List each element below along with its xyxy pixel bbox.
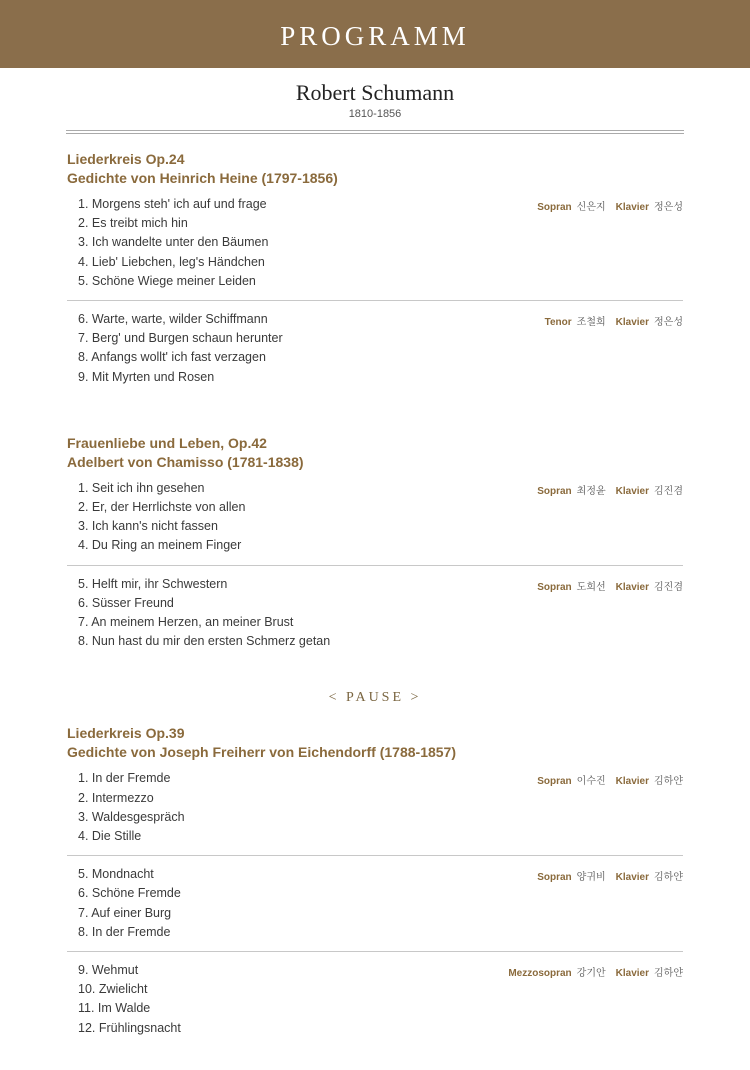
song-group	[67, 855, 683, 951]
song-item: 4. Du Ring an meinem Finger	[78, 538, 242, 553]
performer-role: Sopran	[537, 485, 572, 497]
performer	[616, 482, 683, 497]
song-item: 8. Anfangs wollt' ich fast verzagen	[78, 350, 266, 365]
cycle-subtitle: Gedichte von Heinrich Heine (1797-1856)	[67, 170, 338, 186]
cycle-subtitle: Adelbert von Chamisso (1781-1838)	[67, 453, 304, 470]
performer-name: 김하얀	[654, 872, 683, 884]
performer-role: Klavier	[615, 317, 650, 329]
song-item: 4. Lieb' Liebchen, leg's Händchen	[78, 254, 265, 269]
song-group	[67, 188, 683, 300]
performer	[616, 578, 683, 593]
song-item: 2. Intermezzo	[78, 790, 154, 805]
performer	[545, 313, 606, 328]
pause-label: < PAUSE >	[328, 690, 422, 706]
song-item: 5. Mondnacht	[78, 867, 154, 882]
song-item: 7. Auf einer Burg	[78, 905, 172, 920]
performer-name: 정은성	[654, 202, 683, 213]
song-cycle	[67, 434, 683, 661]
performer-role: Klavier	[615, 968, 650, 980]
song-group	[67, 565, 683, 661]
song-cycle	[67, 150, 683, 396]
performer-role: Sopran	[537, 776, 572, 788]
song-item: 1. In der Fremde	[78, 771, 171, 786]
header-banner	[0, 0, 750, 68]
performer-name: 강기안	[576, 968, 606, 980]
song-group	[67, 300, 683, 396]
performer-name: 양귀비	[576, 872, 606, 884]
cycle-title: Liederkreis Op.24	[67, 151, 185, 167]
performer-name: 최정윤	[576, 485, 606, 497]
performer-role: Sopran	[537, 581, 572, 593]
song-item: 10. Zwielicht	[78, 982, 148, 997]
performer	[537, 198, 605, 213]
program-list	[0, 150, 750, 1047]
song-group	[67, 472, 683, 565]
performers	[508, 964, 683, 979]
performer-name: 이수진	[576, 776, 606, 788]
page-title: PROGRAMM	[280, 20, 470, 51]
performer-role: Klavier	[615, 485, 650, 497]
performer-name: 신은지	[576, 202, 606, 213]
performers	[537, 578, 683, 593]
performer-name: 김진겸	[654, 485, 683, 497]
song-item: 6. Schöne Fremde	[78, 886, 181, 901]
performers	[545, 313, 683, 328]
performer-name: 김진겸	[654, 581, 683, 593]
performer-role: Klavier	[615, 202, 650, 213]
performer-role: Mezzosopran	[508, 968, 572, 980]
song-item: 2. Es treibt mich hin	[78, 216, 188, 231]
performers	[537, 198, 683, 213]
song-item: 5. Schöne Wiege meiner Leiden	[78, 273, 256, 288]
performer-name: 김하얀	[654, 968, 683, 980]
song-item: 3. Ich wandelte unter den Bäumen	[78, 235, 269, 250]
song-group	[67, 951, 683, 1047]
performer	[537, 772, 605, 787]
song-item: 9. Wehmut	[78, 963, 139, 978]
performer-role: Tenor	[544, 317, 572, 329]
composer-name: Robert Schumann	[295, 80, 455, 105]
song-item: 8. In der Fremde	[78, 924, 171, 939]
song-item: 1. Morgens steh' ich auf und frage	[78, 197, 267, 211]
song-item: 6. Süsser Freund	[78, 595, 174, 610]
cycle-title: Frauenliebe und Leben, Op.42	[67, 434, 267, 451]
performer-name: 정은성	[654, 317, 683, 329]
cycle-title: Liederkreis Op.39	[67, 725, 185, 742]
performer-role: Sopran	[537, 202, 572, 213]
performer	[616, 313, 683, 328]
performer-name: 조철희	[576, 317, 606, 329]
performer	[616, 868, 683, 883]
performer	[537, 868, 605, 883]
song-item: 11. Im Walde	[78, 1001, 151, 1016]
cycle-subtitle: Gedichte von Joseph Freiherr von Eichendorff (1788-1857)	[67, 744, 456, 761]
header-divider	[66, 130, 684, 134]
performer	[616, 198, 683, 213]
song-item: 2. Er, der Herrlichste von allen	[78, 500, 246, 515]
performer-name: 김하얀	[654, 776, 683, 788]
performers	[537, 772, 683, 787]
performer	[508, 964, 605, 979]
performer-role: Sopran	[537, 872, 572, 884]
performer-name: 도희선	[576, 581, 606, 593]
song-item: 3. Waldesgespräch	[78, 809, 185, 824]
song-cycle	[67, 724, 683, 1046]
song-group	[67, 762, 683, 855]
performer	[616, 964, 683, 979]
song-item: 7. Berg' und Burgen schaun herunter	[78, 331, 283, 346]
performer-role: Klavier	[615, 776, 650, 788]
performer-role: Klavier	[615, 581, 650, 593]
song-item: 9. Mit Myrten und Rosen	[78, 369, 215, 384]
song-item: 5. Helft mir, ihr Schwestern	[78, 576, 228, 591]
song-item: 8. Nun hast du mir den ersten Schmerz getan	[78, 634, 331, 649]
performers	[537, 868, 683, 883]
song-item: 7. An meinem Herzen, an meiner Brust	[78, 615, 294, 630]
performers	[537, 482, 683, 497]
performer	[537, 482, 605, 497]
composer-block	[0, 80, 750, 120]
song-item: 12. Frühlingsnacht	[78, 1020, 181, 1035]
song-item: 1. Seit ich ihn gesehen	[78, 480, 205, 495]
performer-role: Klavier	[615, 872, 650, 884]
performer	[616, 772, 683, 787]
song-item: 4. Die Stille	[78, 829, 142, 844]
song-item: 6. Warte, warte, wilder Schiffmann	[78, 312, 268, 327]
song-item: 3. Ich kann's nicht fassen	[78, 519, 218, 534]
performer	[537, 578, 605, 593]
composer-years: 1810-1856	[348, 108, 402, 120]
